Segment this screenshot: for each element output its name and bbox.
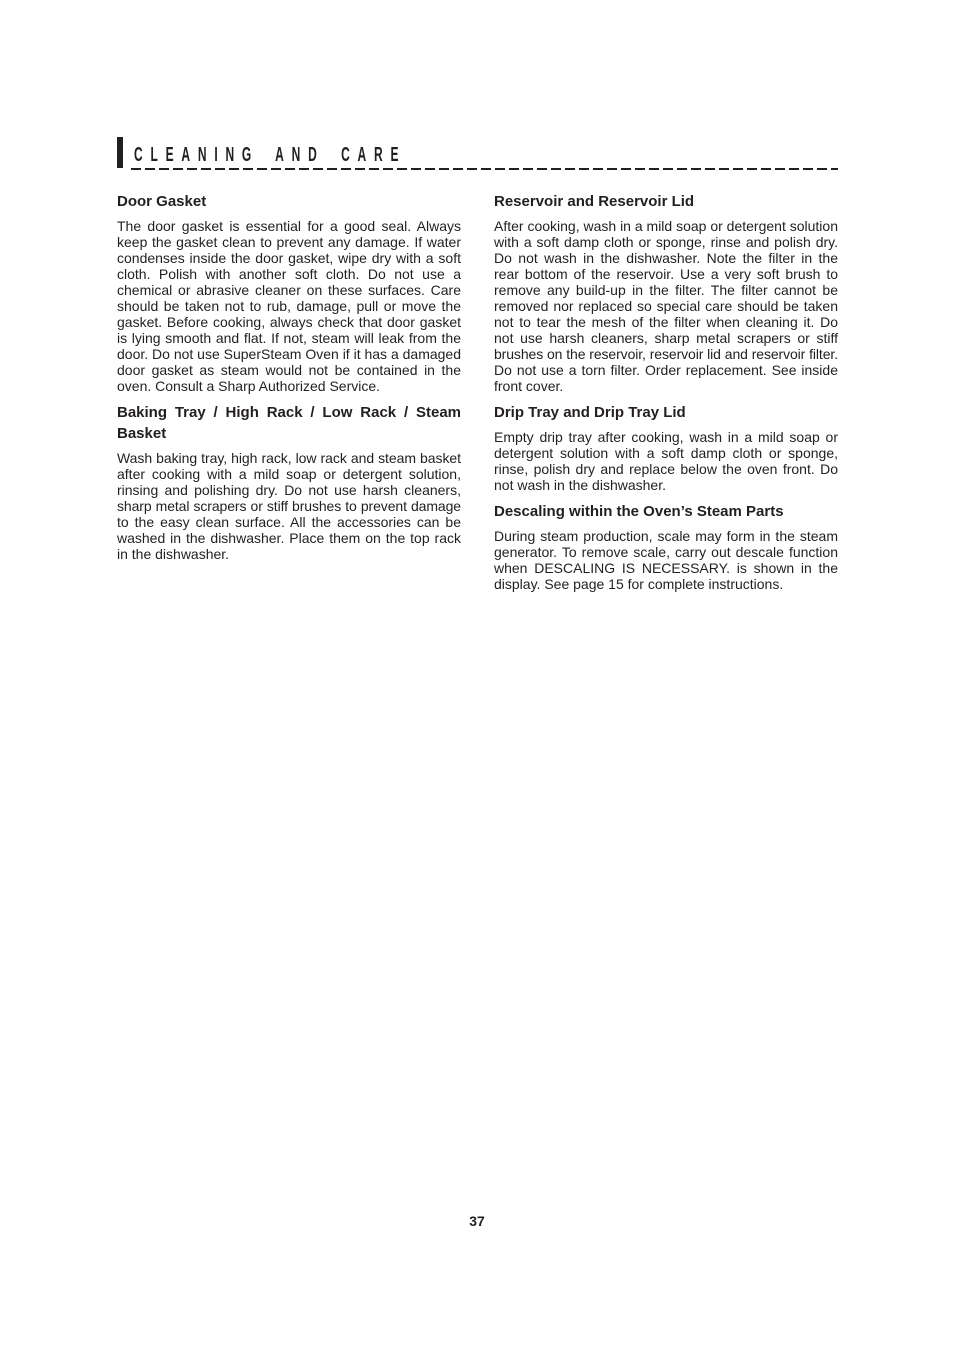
section-reservoir [494, 191, 838, 394]
text-line: not to tear the mesh of the filter when cleaning it. Do [494, 314, 838, 330]
text-line: oven. Consult a Sharp Authorized Service. [117, 378, 381, 394]
text-line: rinsing and polishing dry. Do not use harsh cleaners, [117, 482, 461, 498]
text-line: door. Do not use SuperSteam Oven if it has a damaged [117, 346, 461, 362]
section-heading: Drip Tray and Drip Tray Lid [494, 404, 686, 421]
section-heading: Descaling within the Oven’s Steam Parts [494, 503, 784, 520]
text-line: cloth. Polish with another soft cloth. Do not use a [117, 266, 461, 282]
text-line: Do not use a torn filter. Order replacement. See inside [494, 362, 838, 378]
section-body [494, 429, 838, 493]
text-line: generator. To remove scale, carry out descale function [494, 544, 838, 560]
right-column [494, 191, 838, 592]
text-line: remove any build-up in the filter. The filter cannot be [494, 282, 838, 298]
text-line: During steam production, scale may form in the steam [494, 528, 838, 544]
section-drip-tray [494, 402, 838, 493]
text-line: keep the gasket clean to prevent any damage. If water [117, 234, 461, 250]
text-line: display. See page 15 for complete instructions. [494, 576, 784, 592]
section-body [494, 218, 838, 394]
text-line: gasket. Before cooking, always check that door gasket [117, 314, 461, 330]
title-dashed-rule [131, 168, 838, 170]
text-line: detergent solution with a soft damp cloth or sponge, [494, 445, 838, 461]
section-baking-tray-racks [117, 402, 461, 562]
section-descaling [494, 501, 838, 592]
text-line: washed in the dishwasher. Place them on the top rack [117, 530, 461, 546]
title-bar-marker [117, 137, 123, 168]
text-line: condenses inside the door gasket, wipe dry with a soft [117, 250, 461, 266]
section-heading: Door Gasket [117, 193, 207, 210]
text-line: with a soft damp cloth or sponge, rinse and polish dry. [494, 234, 838, 250]
text-line: chemical or abrasive cleaner on these surfaces. Care [117, 282, 461, 298]
text-line: in the dishwasher. [117, 546, 230, 562]
text-line: brushes on the reservoir, reservoir lid and reservoir filter. [494, 346, 838, 362]
text-line: is lying smooth and flat. If not, steam will leak from the [117, 330, 461, 346]
text-line: should be taken not to rub, damage, pull or move the [117, 298, 461, 314]
text-line: removed nor replaced so special care should be taken [494, 298, 838, 314]
section-heading: Baking Tray / High Rack / Low Rack / Steam Basket [117, 404, 461, 442]
text-line: front cover. [494, 378, 564, 394]
text-line: door gasket as steam would not be contained in the [117, 362, 461, 378]
text-line: not use harsh cleaners, sharp metal scrapers or stiff [494, 330, 838, 346]
section-body [494, 528, 838, 592]
section-door-gasket [117, 191, 461, 394]
text-line: Empty drip tray after cooking, wash in a mild soap or [494, 429, 838, 445]
text-line: After cooking, wash in a mild soap or detergent solution [494, 218, 838, 234]
text-line: rinse, polish dry and replace below the oven front. Do [494, 461, 838, 477]
section-heading: Reservoir and Reservoir Lid [494, 193, 695, 210]
text-line: after cooking with a mild soap or detergent solution, [117, 466, 461, 482]
text-line: rear bottom of the reservoir. Use a very soft brush to [494, 266, 838, 282]
section-body [117, 450, 461, 562]
text-line: The door gasket is essential for a good seal. Always [117, 218, 461, 234]
text-line: sharp metal scrapers or stiff brushes to prevent damage [117, 498, 461, 514]
left-column [117, 191, 461, 562]
text-line: when DESCALING IS NECESSARY. is shown in the [494, 560, 838, 576]
page-title: CLEANING AND CARE [134, 144, 407, 166]
text-line: Do not wash in the dishwasher. Note the filter in the [494, 250, 838, 266]
section-body [117, 218, 461, 394]
text-line: Wash baking tray, high rack, low rack and steam basket [117, 450, 461, 466]
page-number: 37 [469, 1213, 485, 1229]
text-line: to the easy clean surface. All the accessories can be [117, 514, 461, 530]
text-line: not wash in the dishwasher. [494, 477, 666, 493]
